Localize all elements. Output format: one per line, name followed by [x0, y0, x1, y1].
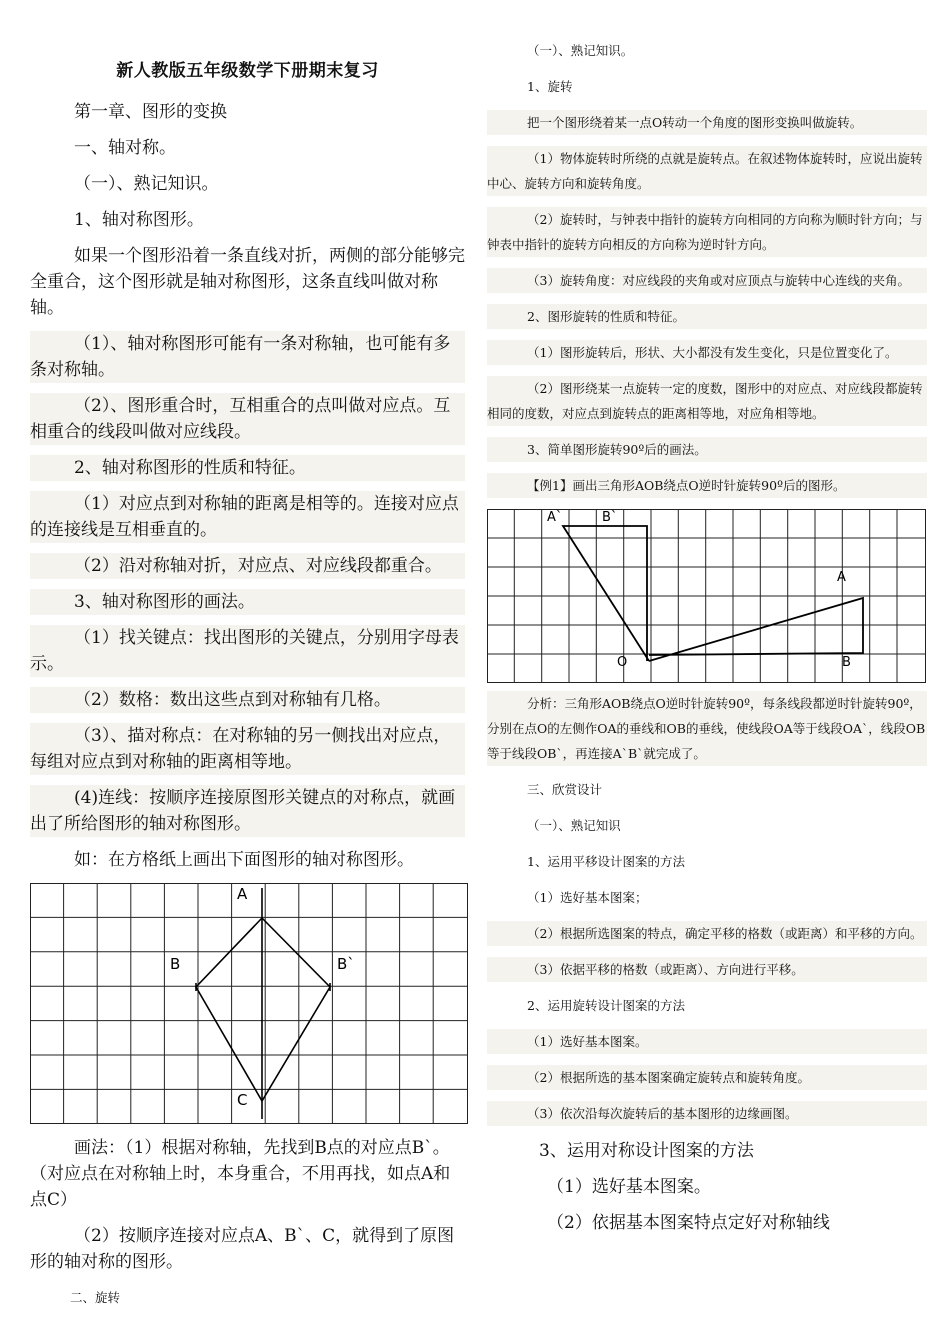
symmetry-grid-figure: [30, 883, 465, 1129]
list-item: （3）依次沿每次旋转后的基本图形的边缘画图。: [487, 1101, 927, 1126]
paragraph: （2）、图形重合时，互相重合的点叫做对应点。互相重合的线段叫做对应线段。: [30, 393, 465, 445]
right-column: [487, 38, 927, 1245]
item-heading: 3、简单图形旋转90º后的画法。: [487, 437, 927, 462]
item-heading: 2、运用旋转设计图案的方法: [527, 998, 685, 1013]
item-heading: 3、运用对称设计图案的方法: [539, 1141, 754, 1161]
section-heading: 二、旋转: [70, 1290, 121, 1305]
paragraph: （1）找关键点：找出图形的关键点，分别用字母表示。: [30, 625, 465, 677]
item-heading: 2、图形旋转的性质和特征。: [487, 304, 927, 329]
paragraph: （1）、轴对称图形可能有一条对称轴，也可能有多条对称轴。: [30, 331, 465, 383]
label-b: B: [842, 655, 851, 670]
item-heading: 1、运用平移设计图案的方法: [527, 854, 685, 869]
paragraph: 画法：（1）根据对称轴，先找到B点的对应点B`。（对应点在对称轴上时，本身重合，不用再找，如点A和点C）: [30, 1138, 451, 1210]
paragraph: （2）旋转时，与钟表中指针的旋转方向相同的方向称为顺时针方向；与钟表中指针的旋转方向相反的方向称为逆时针方向。: [487, 207, 927, 257]
triangle-a2ob2: [563, 526, 649, 661]
paragraph: （2）沿对称轴对折，对应点、对应线段都重合。: [30, 553, 465, 579]
grid-lines: [30, 883, 468, 1124]
subsection-heading: （一）、熟记知识: [527, 818, 621, 833]
section-heading: 三、欣赏设计: [527, 782, 603, 797]
list-item: （2）依据基本图案特点定好对称轴线: [547, 1213, 830, 1233]
paragraph: 分析：三角形AOB绕点O逆时针旋转90º，每条线段都逆时针旋转90º，分别在点O的左侧作OA的垂线和OB的垂线，使线段OA等于线段OA`，线段OB等于线段OB`，再连接A`B`就完成了。: [487, 691, 927, 766]
item-heading: 3、轴对称图形的画法。: [30, 589, 465, 615]
label-b-prime: B`: [602, 510, 618, 525]
rotation-grid-figure: [487, 509, 927, 689]
paragraph: 把一个图形绕着某一点O转动一个角度的图形变换叫做旋转。: [487, 110, 927, 135]
paragraph: （2）图形绕某一点旋转一定的度数，图形中的对应点、对应线段都旋转相同的度数，对应点到旋转点的距离相等地，对应角相等地。: [487, 376, 927, 426]
paragraph: （1）物体旋转时所绕的点就是旋转点。在叙述物体旋转时，应说出旋转中心、旋转方向和旋转角度。: [487, 146, 927, 196]
label-a-prime: A`: [547, 510, 563, 525]
paragraph: （2）根据所选图案的特点，确定平移的格数（或距离）和平移的方向。: [487, 921, 927, 946]
label-a: A: [837, 570, 846, 585]
triangle-aob: [649, 598, 863, 661]
paragraph: 如：在方格纸上画出下面图形的轴对称图形。: [74, 850, 414, 870]
label-b-prime: B`: [337, 955, 355, 973]
grid-lines: [487, 509, 926, 683]
chapter-heading: 第一章、图形的变换: [74, 102, 227, 122]
left-column: [30, 46, 465, 1321]
kite-outline: [196, 918, 330, 1101]
subsection-heading: （一）、熟记知识。: [527, 43, 634, 58]
document-title: 新人教版五年级数学下册期末复习: [116, 61, 379, 81]
paragraph: (4)连线：按顺序连接原图形关键点的对称点，就画出了所给图形的轴对称图形。: [30, 785, 465, 837]
example-heading: 【例1】画出三角形AOB绕点O逆时针旋转90º后的图形。: [487, 473, 927, 498]
item-heading: 1、轴对称图形。: [74, 210, 204, 230]
label-o: O: [617, 655, 628, 670]
paragraph: （2）按顺序连接对应点A、B`、C，就得到了原图形的轴对称的图形。: [30, 1226, 455, 1272]
label-c: C: [237, 1091, 248, 1109]
item-heading: 1、旋转: [527, 79, 573, 94]
label-b: B: [170, 955, 181, 973]
rotation-grid-svg: [487, 509, 927, 685]
paragraph: （2）数格：数出这些点到对称轴有几格。: [30, 687, 465, 713]
paragraph: （3）旋转角度：对应线段的夹角或对应顶点与旋转中心连线的夹角。: [487, 268, 927, 293]
list-item: （2）根据所选的基本图案确定旋转点和旋转角度。: [487, 1065, 927, 1090]
subsection-heading: （一）、熟记知识。: [74, 174, 219, 194]
list-item: （1）选好基本图案。: [547, 1177, 711, 1197]
triangle-lines: [563, 526, 863, 661]
paragraph: 如果一个图形沿着一条直线对折，两侧的部分能够完全重合，这个图形就是轴对称图形，这条直线叫做对称轴。: [30, 246, 465, 318]
list-item: （1）选好基本图案。: [487, 1029, 927, 1054]
symmetry-grid-svg: [30, 883, 470, 1125]
symmetry-shape: [196, 888, 330, 1119]
paragraph: （1）图形旋转后，形状、大小都没有发生变化，只是位置变化了。: [487, 340, 927, 365]
section-heading: 一、轴对称。: [74, 138, 176, 158]
item-heading: 2、轴对称图形的性质和特征。: [30, 455, 465, 481]
label-a: A: [237, 885, 248, 903]
paragraph: （3）、描对称点：在对称轴的另一侧找出对应点，每组对应点到对称轴的距离相等地。: [30, 723, 465, 775]
list-item: （3）依据平移的格数（或距离）、方向进行平移。: [487, 957, 927, 982]
list-item: （1）选好基本图案；: [527, 890, 648, 905]
paragraph: （1）对应点到对称轴的距离是相等的。连接对应点的连接线是互相垂直的。: [30, 491, 465, 543]
